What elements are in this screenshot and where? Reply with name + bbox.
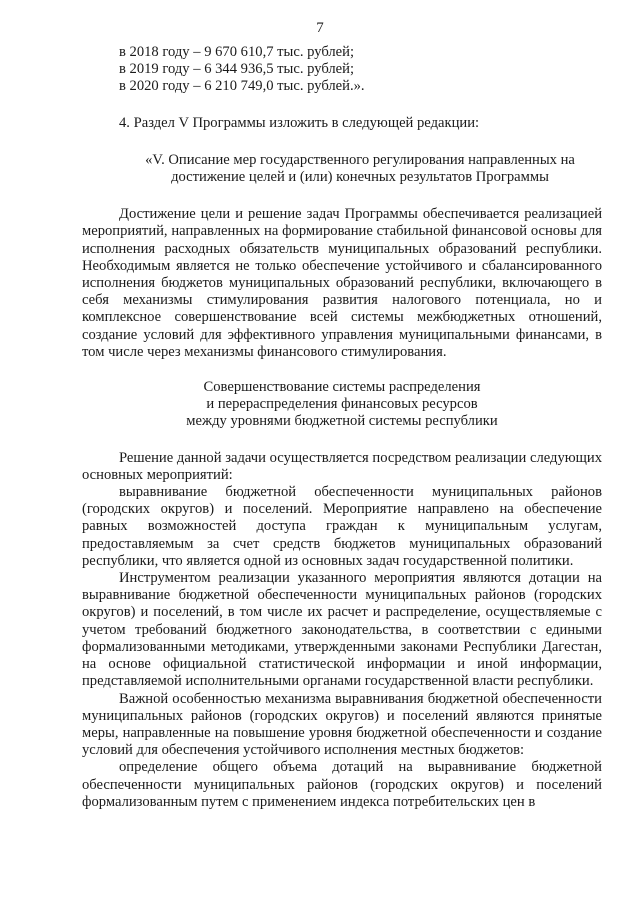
- section-title-line-2: достижение целей и (или) конечных результатов Программы: [171, 169, 549, 186]
- paragraph-task-solution: Решение данной задачи осуществляется посредством реализации следующих основных мероприятий:: [82, 449, 602, 483]
- subheading-line-3: между уровнями бюджетной системы республики: [186, 413, 498, 430]
- paragraph-instrument: Инструментом реализации указанного мероприятия являются дотации на выравнивание бюджетной обеспеченности муниципальных районов (городских округов) и поселений, в том числе их расчет и распределение, осуществляемые с учетом требований бюджетного законодательства, в соответствии с едиными формализованными методиками, утвержденными законами Республики Дагестан, на основе официальной статистической информации и иной информации, представляемой исполнительными органами государственной власти республики.: [82, 570, 602, 690]
- budget-line-2019: в 2019 году – 6 344 936,5 тыс. рублей;: [119, 61, 355, 78]
- subheading-line-2: и перераспределения финансовых ресурсов: [206, 396, 478, 413]
- paragraph-equalization: выравнивание бюджетной обеспеченности муниципальных районов (городских округов) и поселений. Мероприятие направлено на обеспечение равных возможностей доступа граждан к муниципальным услугам, предоставляемым за счет средств бюджетов муниципальных образований республики, что является одной из основных задач государственной политики.: [82, 484, 602, 569]
- paragraph-mechanism-feature: Важной особенностью механизма выравнивания бюджетной обеспеченности муниципальных районов (городских округов) и поселений являются принятые меры, направленные на повышение уровня бюджетной обеспеченности и создание условий для обеспечения устойчивого исполнения местных бюджетов:: [82, 690, 602, 759]
- amendment-instruction: 4. Раздел V Программы изложить в следующей редакции:: [119, 114, 480, 131]
- section-title-line-1: «V. Описание мер государственного регулирования направленных на: [145, 151, 575, 168]
- budget-line-2020: в 2020 году – 6 210 749,0 тыс. рублей.».: [119, 78, 365, 95]
- paragraph-goal-achievement: Достижение цели и решение задач Программы обеспечивается реализацией мероприятий, направленных на формирование стабильной финансовой основы для исполнения расходных обязательств муниципальных образований республики. Необходимым является не только обеспечение устойчивого и сбалансированного исполнения бюджетов муниципальных образований республики, включающего в себя механизмы стимулирования развития налогового потенциала, но и комплексное совершенствование всей системы межбюджетных отношений, создание условий для эффективного управления муниципальными финансами, в том числе через механизмы финансового стимулирования.: [82, 206, 602, 360]
- page-number: 7: [316, 20, 324, 36]
- subheading-line-1: Совершенствование системы распределения: [203, 379, 481, 396]
- paragraph-subsidy-volume: определение общего объема дотаций на выравнивание бюджетной обеспеченности муниципальных районов (городских округов) и поселений формализованным путем с применением индекса потребительских цен в: [82, 759, 602, 810]
- budget-line-2018: в 2018 году – 9 670 610,7 тыс. рублей;: [119, 44, 355, 60]
- document-body: [82, 44, 602, 811]
